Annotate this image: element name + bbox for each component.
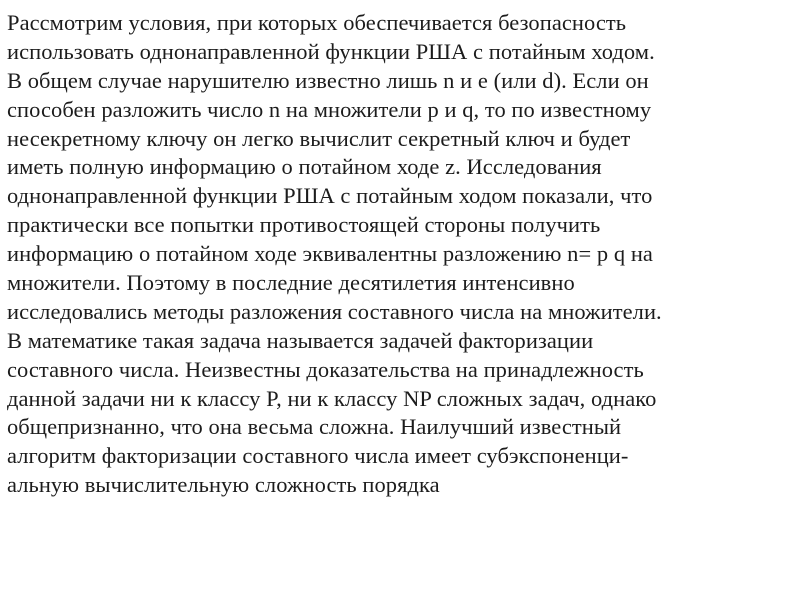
text-line: иметь полную информацию о потайном ходе z. Исследования: [7, 154, 602, 180]
text-line: В общем случае нарушителю известно лишь n и e (или d). Если он: [7, 67, 649, 93]
text-line: несекретному ключу он легко вычислит секретный ключ и будет: [7, 125, 631, 151]
body-text: [7, 9, 797, 500]
text-line: практически все попытки противостоящей стороны получить: [7, 212, 601, 238]
text-line: составного числа. Неизвестны доказательства на принадлежность: [7, 356, 644, 382]
text-line: данной задачи ни к классу P, ни к классу NP сложных задач, однако: [7, 385, 657, 411]
text-line: способен разложить число n на множители p и q, то по известному: [7, 96, 652, 122]
text-line: информацию о потайном ходе эквивалентны разложению n= p q на: [7, 241, 653, 267]
text-line: множители. Поэтому в последние десятилетия интенсивно: [7, 270, 575, 296]
text-line: использовать однонаправленной функции РША с потайным ходом.: [7, 38, 655, 64]
text-line: однонаправленной функции РША с потайным ходом показали, что: [7, 183, 653, 209]
text-line: алгоритм факторизации составного числа имеет субэкспоненци-: [7, 443, 629, 469]
text-line: альную вычислительную сложность порядка: [7, 472, 440, 498]
text-line: В математике такая задача называется задачей факторизации: [7, 327, 594, 353]
text-line: общепризнанно, что она весьма сложна. Наилучший известный: [7, 414, 622, 440]
text-line: исследовались методы разложения составного числа на множители.: [7, 298, 662, 324]
text-line: Рассмотрим условия, при которых обеспечивается безопасность: [7, 10, 627, 35]
